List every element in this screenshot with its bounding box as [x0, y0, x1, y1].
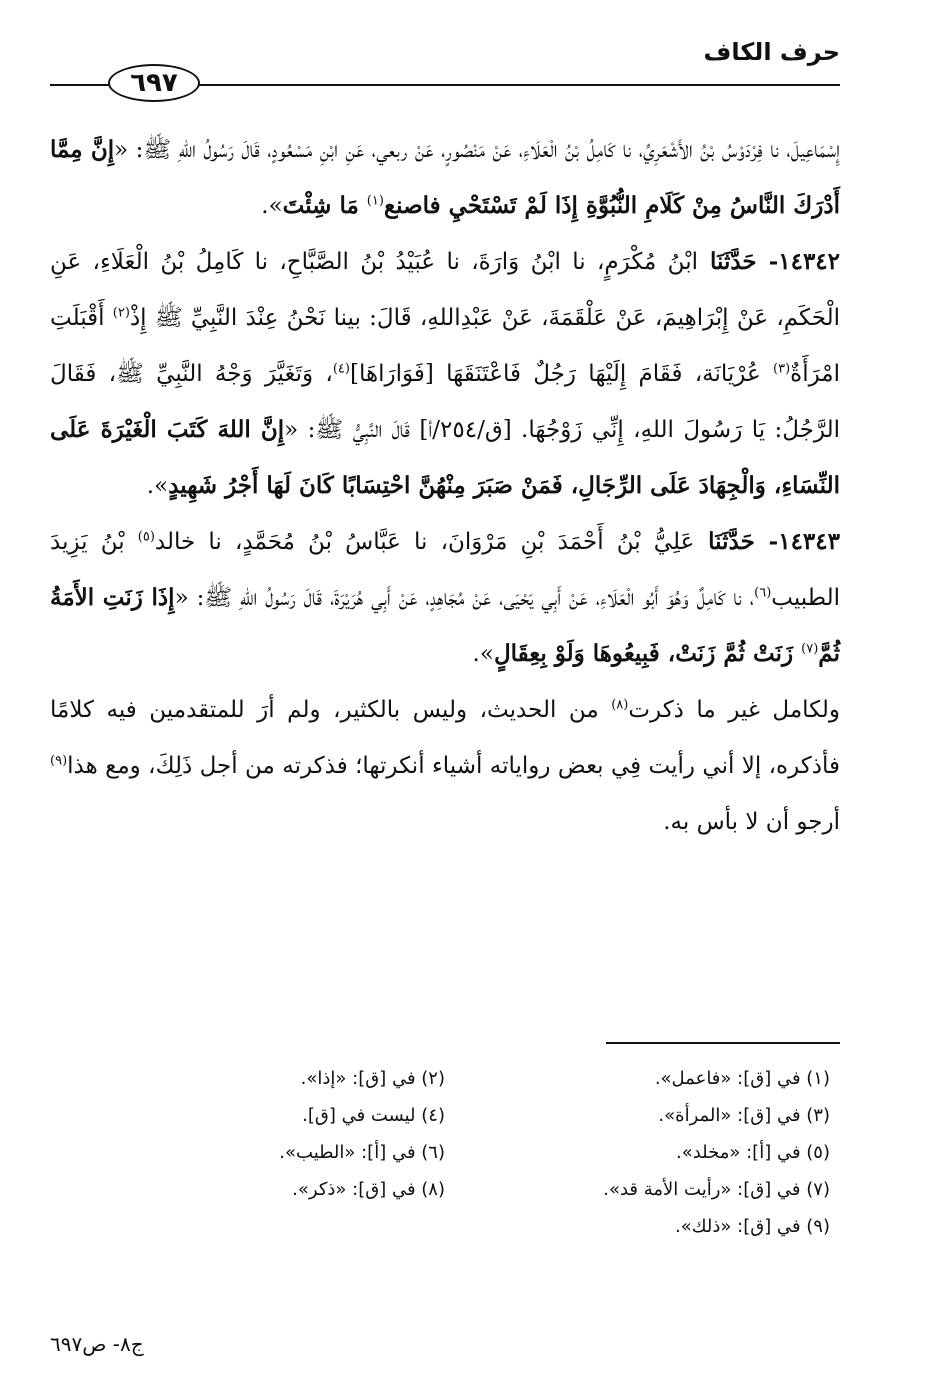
footnote-5: (٥) في [أ]: «مخلد».	[675, 1142, 830, 1163]
hadith-paragraph-continuation	[50, 122, 840, 234]
hadith-number: ١٤٣٤٣-	[768, 528, 840, 555]
haddathana-label: حَدَّثَنَا	[697, 248, 769, 275]
hadith-number: ١٤٣٤٢-	[768, 248, 841, 275]
footnote-3: (٣) في [ق]: «المرأة».	[658, 1105, 830, 1126]
haddathana-label: حَدَّثَنَا	[694, 528, 769, 555]
isnad-text: بْنُ يَزِيدَ الطبيب	[50, 529, 840, 611]
page-number-badge	[108, 64, 200, 102]
footnote-row	[50, 1171, 840, 1208]
footnote-marker: (٤)	[332, 361, 350, 377]
quote-close: ».	[261, 193, 283, 219]
footnote-1: (١) في [ق]: «فاعمل».	[654, 1068, 830, 1089]
footnote-row	[50, 1060, 840, 1097]
running-head: حرف الكاف	[703, 38, 840, 66]
footnotes	[50, 1060, 840, 1245]
narrative-text: أَقْبَلَتِ امْرَأَةٌ	[50, 305, 840, 387]
footnote-6: (٦) في [أ]: «الطيب».	[279, 1142, 445, 1163]
commentary-text: أرجو أن لا بأس به.	[663, 809, 840, 835]
matn-text: مَا شِئْتَ	[282, 192, 367, 219]
narrative-text: ، وَتَغَيَّرَ وَجْهُ النَّبِيِّ ﷺ، فَقَالَ الرَّجُلُ: يَا رَسُولَ اللهِ، إِنِّي زَوْجُهَا. [ق/٢٥٤/أ] قَالَ النَّبِيُّ ﷺ: «	[50, 361, 840, 443]
commentary-text: ولكامل غير ما ذكرت	[628, 697, 840, 723]
footnote-marker: (٨)	[611, 697, 629, 713]
body-text	[50, 122, 840, 850]
hadith-paragraph-14342	[50, 234, 840, 514]
footnote-2: (٢) في [ق]: «إذا».	[300, 1068, 445, 1089]
page-number: ٦٩٧	[130, 68, 178, 98]
footnote-9: (٩) في [ق]: «ذلك».	[675, 1216, 830, 1237]
footnote-row	[50, 1097, 840, 1134]
quote-close: ».	[146, 473, 169, 499]
quote-close: ».	[472, 641, 494, 667]
footnote-row	[50, 1208, 840, 1245]
footnote-marker: (١)	[366, 193, 384, 209]
footnote-marker: (٥)	[137, 529, 155, 545]
commentary-text: من الحديث، وليس بالكثير، ولم أرَ للمتقدمين فيه كلامًا فأذكره، إلا أني رأيت فِي بعض رواياته أشياء أنكرتها؛ فذكرته من أجل ذَلِكَ، ومع هذا	[50, 697, 840, 779]
narrative-text: عُرْيَانَة، فَقَامَ إِلَيْهَا رَجُلٌ فَاعْتَنَقَهَا [فَوَارَاهَا]	[349, 361, 774, 387]
footnote-4: (٤) ليست في [ق].	[302, 1105, 445, 1126]
footnote-rule	[606, 1042, 840, 1044]
isnad-text: ، نا كَامِلٌ وَهُوَ أَبُو الْعَلَاءِ، عَنْ أَبِي يَحْيَى، عَنْ مُجَاهِدٍ، عَنْ أَبِي هُرَيْرَةَ، قَالَ رَسُولُ اللهِ ﷺ: «	[174, 585, 755, 611]
footnote-marker: (٧)	[801, 641, 819, 657]
matn-text: زَنَتْ ثُمَّ زَنَتْ، فَبِيعُوهَا وَلَوْ بِعِقَالٍ	[493, 640, 802, 667]
isnad-text: عَلِيُّ بْنُ أَحْمَدَ بْنِ مَرْوَانَ، نا عَبَّاسُ بْنُ مُحَمَّدٍ، نا خالد	[154, 529, 695, 555]
isnad-text: ابْنُ مُكْرَمٍ، نا ابْنُ وَارَةَ، نا عُبَيْدُ بْنُ الصَّبَّاحِ، نا كَامِلُ بْنُ الْعَلَاءِ، عَنِ الْحَكَمِ، عَنْ إِبْرَاهِيمَ، عَنْ عَلْقَمَةَ، عَنْ عَبْدِاللهِ، قَالَ: بينا نَحْنُ عِنْدَ النَّبِيِّ ﷺ إِذْ	[50, 249, 840, 331]
hadith-paragraph-14343	[50, 514, 840, 682]
matn-text: إِذَا زَنَتِ الأَمَةُ ثُمَّ	[50, 584, 840, 667]
footnote-marker: (٣)	[773, 361, 791, 377]
footnote-8: (٨) في [ق]: «ذكر».	[292, 1179, 445, 1200]
isnad-text: إِسْمَاعِيلَ، نا فِرْدَوْسُ بْنُ الأَشْعَرِيِّ، نا كَامِلُ بْنُ الْعَلَاءِ، عَنْ مَنْصُورٍ، عَنْ ربعي، عَنِ ابْنِ مَسْعُودٍ، قَالَ رَسُولُ اللهِ ﷺ: «	[114, 137, 840, 163]
matn-text: إِنَّ مِمَّا أَدْرَكَ النَّاسُ مِنْ كَلَامِ النُّبُوَّةِ إِذَا لَمْ تَسْتَحْيِ فاصنع	[50, 136, 840, 219]
footnote-row	[50, 1134, 840, 1171]
matn-text: إِنَّ اللهَ كَتَبَ الْغَيْرَةَ عَلَى النِّسَاءِ، وَالْجِهَادَ عَلَى الرِّجَالِ، فَمَنْ صَبَرَ مِنْهُنَّ احْتِسَابًا كَانَ لَهَا أَجْرُ شَهِيدٍ	[50, 416, 840, 499]
footnote-marker: (٦)	[754, 585, 772, 601]
footnote-marker: (٢)	[112, 305, 130, 321]
volume-page-reference: ج٨- ص٦٩٧	[50, 1332, 144, 1356]
footnote-7: (٧) في [ق]: «رأيت الأمة قد».	[603, 1179, 830, 1200]
footnote-marker: (٩)	[50, 753, 68, 769]
commentary-paragraph	[50, 682, 840, 850]
